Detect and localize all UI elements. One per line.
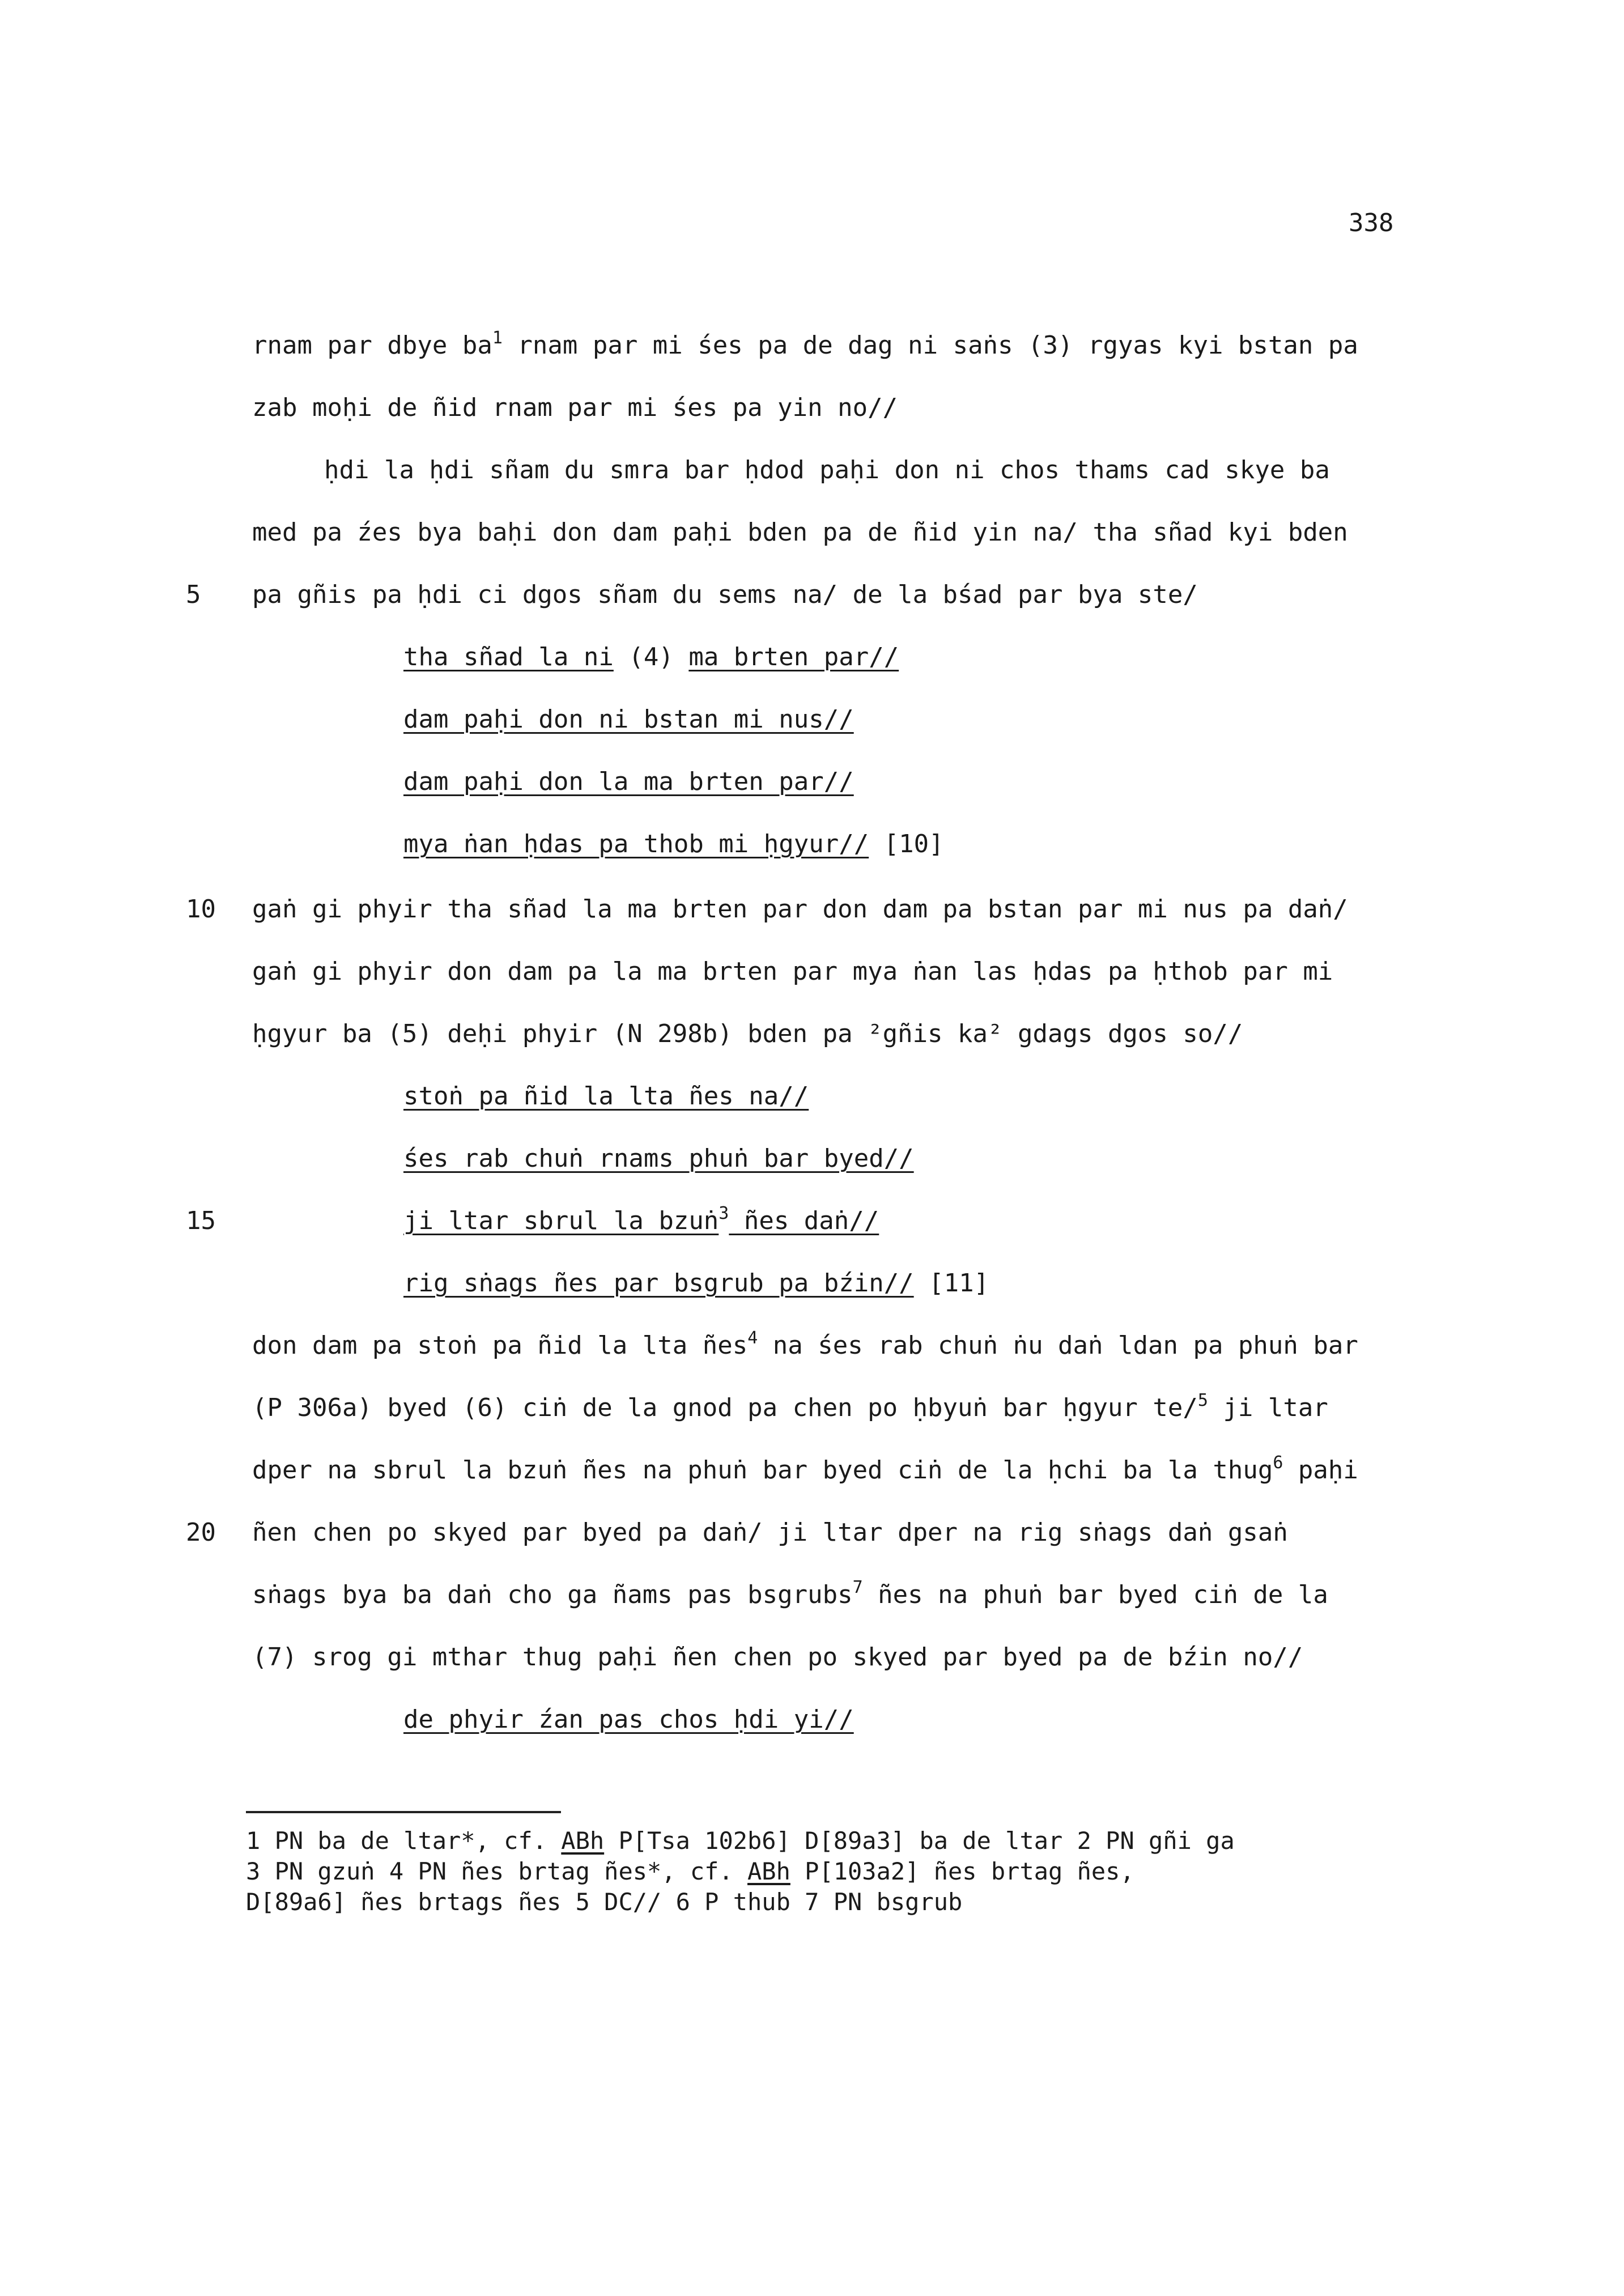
text-line: zab moḥi de ñid rnam par mi śes pa yin no// (252, 393, 898, 422)
text-line: sṅags bya ba daṅ cho ga ñams pas bsgrubs$^7$ ñes na phuṅ bar byed ciṅ de la (252, 1578, 1328, 1609)
text-line: ḥdi la ḥdi sñam du smra bar ḥdod paḥi don ni chos thams cad skye ba (324, 456, 1330, 484)
text-line: rnam par dbye $ba^1$ rnam par mi śes pa de dag ni saṅs (3) rgyas kyi bstan pa (252, 328, 1358, 360)
text-line: med pa źes bya baḥi don dam paḥi bden pa de ñid yin na/ tha sñad kyi bden (252, 518, 1348, 547)
text-line: ñen chen po skyed par byed pa daṅ/ ji ltar dper na rig sṅags daṅ gsaṅ (252, 1518, 1288, 1547)
line-number: 5 (186, 580, 201, 609)
verse-line: rig sṅags ñes par bsgrub pa bźin// [11] (403, 1269, 989, 1298)
verse-line: mya ṅan ḥdas pa thob mi ḥgyur// [10] (403, 830, 944, 858)
verse-line: de phyir źan pas chos ḥdi yi// (403, 1705, 854, 1734)
verse-line: śes rab chuṅ rnams phuṅ bar byed// (403, 1144, 914, 1173)
text-line: dper na sbrul la bzuṅ ñes na phuṅ bar byed ciṅ de la ḥchi ba la thug$^6$ paḥi (252, 1453, 1358, 1485)
text-line: gaṅ gi phyir tha sñad la ma brten par don dam pa bstan par mi nus pa daṅ/ (252, 895, 1348, 924)
verse-line: dam paḥi don ni bstan mi nus// (403, 705, 854, 734)
footnote-divider (246, 1811, 561, 1813)
text-line: ḥgyur ba (5) deḥi phyir (N 298b) bden pa ²gñis ka² gdags dgos so// (252, 1019, 1243, 1048)
footnote-line: 3 PN gzuṅ 4 PN ñes brtag ñes*, cf. ABh P[103a2] ñes brtag ñes, (246, 1857, 1134, 1885)
line-number: 15 (186, 1206, 216, 1235)
line-number: 10 (186, 895, 216, 924)
footnote-line: 1 PN ba de ltar*, cf. ABh P[Tsa 102b6] D[89a3] ba de ltar 2 PN gñi ga (246, 1827, 1235, 1855)
footnote-line: D[89a6] ñes brtags ñes 5 DC// 6 P thub 7 PN bsgrub (246, 1888, 963, 1916)
verse-line: stoṅ pa ñid la lta ñes na// (403, 1082, 809, 1111)
verse-line: tha sñad la ni (4) ma brten par// (403, 643, 899, 671)
text-line: don dam pa stoṅ pa ñid la lta ñes$^4$ na śes rab chuṅ ṅu daṅ ldan pa phuṅ bar (252, 1328, 1358, 1360)
verse-line: ji ltar sbrul la bzuṅ$^3$ ñes daṅ// (403, 1204, 879, 1235)
page-number: 338 (1349, 209, 1394, 237)
text-line: (P 306a) byed (6) ciṅ de la gnod pa chen po ḥbyuṅ bar ḥgyur te/$^5$ ji ltar (252, 1391, 1328, 1422)
text-line: (7) srog gi mthar thug paḥi ñen chen po skyed par byed pa de bźin no// (252, 1643, 1303, 1672)
text-line: gaṅ gi phyir don dam pa la ma brten par mya ṅan las ḥdas pa ḥthob par mi (252, 957, 1333, 986)
line-number: 20 (186, 1518, 216, 1547)
verse-line: dam paḥi don la ma brten par// (403, 767, 854, 796)
text-line: pa gñis pa ḥdi ci dgos sñam du sems na/ de la bśad par bya ste/ (252, 580, 1198, 609)
